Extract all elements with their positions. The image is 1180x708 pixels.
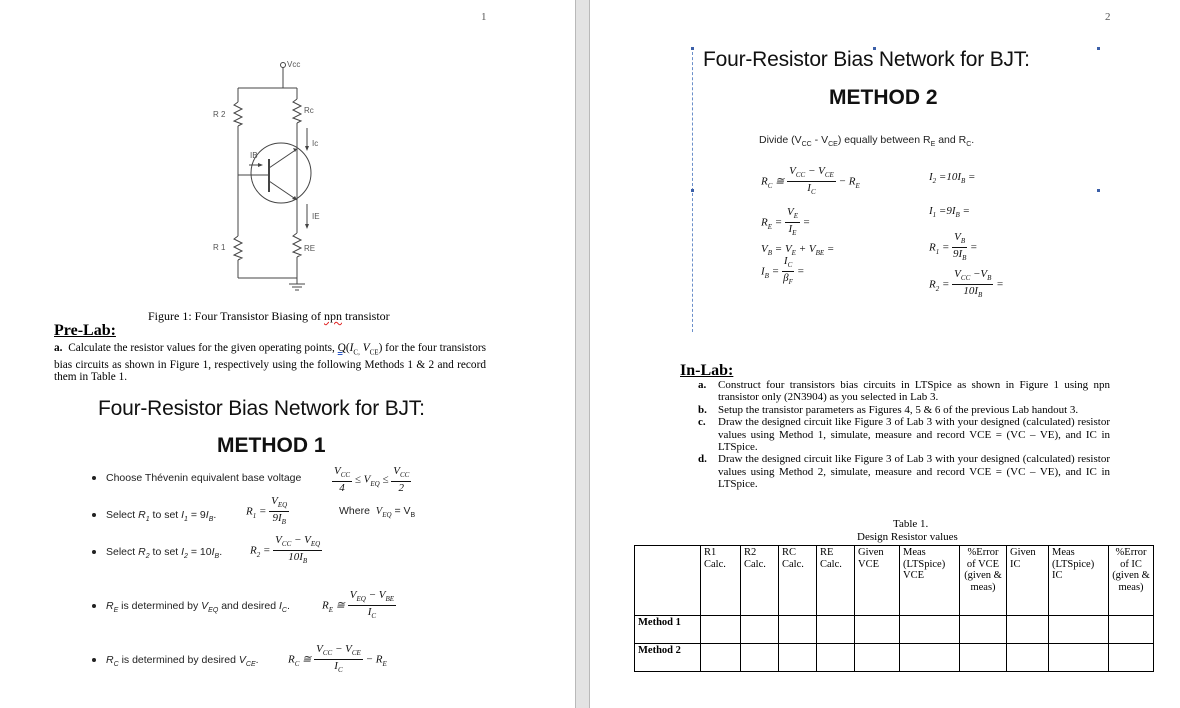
inlab-heading: In-Lab: [680, 362, 734, 379]
page-number: 1 [481, 11, 487, 23]
divide-instruction [759, 134, 974, 148]
item-text: Draw the designed circuit like Figure 3 of Lab 3 with your designed (calculated) resistor values using Method 2, simulate, measure and record VCE = (VC – VE), and IC in LTSpice. [718, 453, 1110, 491]
bullet-text: Choose Thévenin equivalent base voltage [106, 472, 302, 484]
where-label: Where [339, 505, 370, 517]
vcc-label: Vcc [287, 60, 301, 69]
inlab-item-a [698, 379, 1110, 404]
table-cell[interactable] [900, 644, 960, 672]
item-text: Calculate the resistor values for the given operating points, [68, 342, 338, 354]
document-page-1 [0, 0, 575, 708]
caption-npn: npn [324, 309, 343, 323]
equation-i1-m2: $I_1 =9I_B$ = [929, 205, 970, 220]
bullet-select-r1: Select $R_1$ to set $I_1 = 9I_B$. [92, 509, 216, 523]
resize-handle[interactable] [691, 189, 694, 192]
item-text: Draw the designed circuit like Figure 3 of Lab 3 with your designed (calculated) resistor values using Method 1, simulate, measure and record VCE = (VC – VE), and IC in LTSpice. [718, 416, 1110, 454]
equation-re: $R_E$ ≅ $\frac{V_{EQ} - V_{BE}}{I_C}$ [322, 589, 395, 621]
rc-label: Rc [304, 106, 314, 115]
prelab-heading: Pre-Lab: [54, 322, 116, 339]
table-cell[interactable] [1049, 644, 1109, 672]
divide-text: . [971, 134, 975, 146]
resize-handle[interactable] [1097, 47, 1100, 50]
table-cell[interactable] [1109, 644, 1154, 672]
equation-r2-m2: $R_2$ = $\frac{V_{CC} -V_B}{10I_B}$ = [929, 268, 1004, 300]
table-cell[interactable] [1007, 616, 1049, 644]
bullet-dot [92, 550, 96, 554]
table-cell[interactable] [1049, 616, 1109, 644]
header-cell: Meas (LTSpice) IC [1049, 546, 1109, 616]
bullet-re: $R_E$ is determined by $V_{EQ}$ and desired $I_C$. [92, 600, 290, 614]
header-cell [635, 546, 701, 616]
table-cell[interactable] [701, 616, 741, 644]
document-page-2 [591, 0, 1180, 708]
vce-symbol: V [359, 342, 370, 354]
where-eq: = V [394, 505, 411, 517]
resize-handle[interactable] [1097, 189, 1100, 192]
item-label: a. [698, 379, 707, 391]
table-cell[interactable] [779, 616, 817, 644]
header-cell: %Error of VCE (given & meas) [960, 546, 1007, 616]
table-cell[interactable] [779, 644, 817, 672]
table-cell[interactable] [1007, 644, 1049, 672]
r2-label: R 2 [213, 110, 226, 119]
ic-label: Ic [312, 139, 319, 148]
where-veq: Where $V_{EQ} = V_B$ [339, 505, 416, 520]
table-cell[interactable] [855, 616, 900, 644]
header-cell: Given VCE [855, 546, 900, 616]
bullet-dot [92, 658, 96, 662]
page-gutter [575, 0, 590, 708]
where-sub: B [410, 512, 416, 520]
figure-caption [148, 309, 390, 324]
table-cell[interactable] [817, 644, 855, 672]
equation-r2: $R_2$ = $\frac{V_{CC} - V_{EQ}}{10I_B}$ [250, 534, 321, 566]
item-label: d. [698, 453, 707, 466]
header-cell: %Error of IC (given & meas) [1109, 546, 1154, 616]
table-cell[interactable] [960, 644, 1007, 672]
item-text: Construct four transistors bias circuits in LTSpice as shown in Figure 1 using npn transistor only (2N3904) as you selected in Lab 3. [718, 379, 1110, 404]
equation-i2-m2: $I_2 =10I_B$ = [929, 171, 976, 186]
table-cell[interactable] [1109, 616, 1154, 644]
caption-text: Figure 1: Four Transistor Biasing of [148, 309, 325, 323]
item-text-cont: ) for the four transistors bias circuits as shown in Figure 1, respectively using the following Methods 1 & 2 and record them in Table 1. [54, 342, 487, 384]
row-label: Method 1 [635, 616, 701, 644]
header-cell: RE Calc. [817, 546, 855, 616]
bullet-dot [92, 476, 96, 480]
item-label: a. [54, 342, 63, 354]
table-row [635, 616, 1154, 644]
ib-label: IB [250, 151, 258, 160]
divide-text: and R [935, 134, 967, 146]
bullet-thevenin [92, 472, 301, 484]
bullet-rc: $R_C$ is determined by desired $V_{CE}$. [92, 654, 259, 668]
equation-vb-m2: $V_B = V_E + V_{BE}$ = [761, 243, 835, 258]
item-label: b. [698, 403, 707, 416]
divide-text: Divide (V [759, 134, 802, 146]
table-cell[interactable] [741, 644, 779, 672]
equation-veq-range: $\frac{V_{CC}}{4}$ ≤ $V_{EQ}$ ≤ $\frac{V_{CC}}{2}$ [334, 465, 410, 495]
prelab-item-a [54, 342, 486, 384]
equation-r1-m2: $R_1$ = $\frac{V_B}{9I_B}$ = [929, 231, 978, 263]
header-cell: Meas (LTSpice) VCE [900, 546, 960, 616]
bullet-select-r2: Select $R_2$ to set $I_2 = 10I_B$. [92, 546, 222, 560]
page-number: 2 [1105, 11, 1111, 23]
header-cell: Given IC [1007, 546, 1049, 616]
table-caption-title: Design Resistor values [857, 531, 958, 543]
inlab-item-b [698, 404, 1110, 416]
table-cell[interactable] [701, 644, 741, 672]
sub-e: E [930, 141, 936, 149]
inlab-item-d [698, 453, 1110, 490]
header-cell: RC Calc. [779, 546, 817, 616]
equation-r1: $R_1$ = $\frac{V_{EQ}}{9I_B}$ [246, 495, 288, 527]
header-cell: R1 Calc. [701, 546, 741, 616]
sub-ce: CE [828, 141, 838, 149]
table-row [635, 644, 1154, 672]
inlab-item-c [698, 416, 1110, 453]
bullet-dot [92, 604, 96, 608]
resize-handle[interactable] [691, 47, 694, 50]
item-text: Setup the transistor parameters as Figures 4, 5 & 6 of the previous Lab handout 3. [718, 403, 1079, 416]
table-cell[interactable] [855, 644, 900, 672]
inlab-list [698, 379, 1110, 491]
ie-label: IE [312, 212, 320, 221]
table-cell[interactable] [817, 616, 855, 644]
q-point: Q( [337, 342, 350, 354]
header-cell: R2 Calc. [741, 546, 779, 616]
table-cell[interactable] [960, 616, 1007, 644]
r1-label: R 1 [213, 243, 226, 252]
equation-rc-m2: $R_C$ ≅ $\frac{V_{CC} - V_{CE}}{I_C}$ − $R_E$ [761, 165, 860, 197]
table-cell[interactable] [900, 616, 960, 644]
table-cell[interactable] [741, 616, 779, 644]
item-label: c. [698, 416, 706, 429]
equation-re-m2: $R_E$ = $\frac{V_E}{I_E}$ = [761, 206, 811, 238]
ic-sub: C, [353, 348, 360, 357]
re-label: RE [304, 244, 316, 253]
caption-suffix: transistor [342, 309, 390, 323]
table-header-row [635, 546, 1154, 616]
row-label: Method 2 [635, 644, 701, 672]
vce-sub: CE [369, 348, 379, 357]
bullet-dot [92, 513, 96, 517]
method1-heading: METHOD 1 [217, 434, 326, 457]
method2-heading: METHOD 2 [829, 86, 938, 109]
method2-title: Four-Resistor Bias Network for BJT: [703, 48, 1030, 71]
sub-c: C [966, 141, 972, 149]
ic-symbol: I [349, 342, 354, 354]
method1-title: Four-Resistor Bias Network for BJT: [98, 397, 425, 420]
circuit-diagram-figure [190, 55, 340, 320]
equation-ib-m2: $I_B$ = $\frac{I_C}{\beta_F}$ = [761, 255, 805, 287]
table-caption-number: Table 1. [893, 518, 929, 530]
sub-cc: CC [801, 141, 812, 149]
divide-text: - V [811, 134, 829, 146]
design-resistor-table [634, 545, 1154, 672]
divide-text: ) equally between R [837, 134, 931, 146]
equation-rc: $R_C$ ≅ $\frac{V_{CC} - V_{CE}}{I_C}$ − $R_E$ [288, 643, 387, 675]
